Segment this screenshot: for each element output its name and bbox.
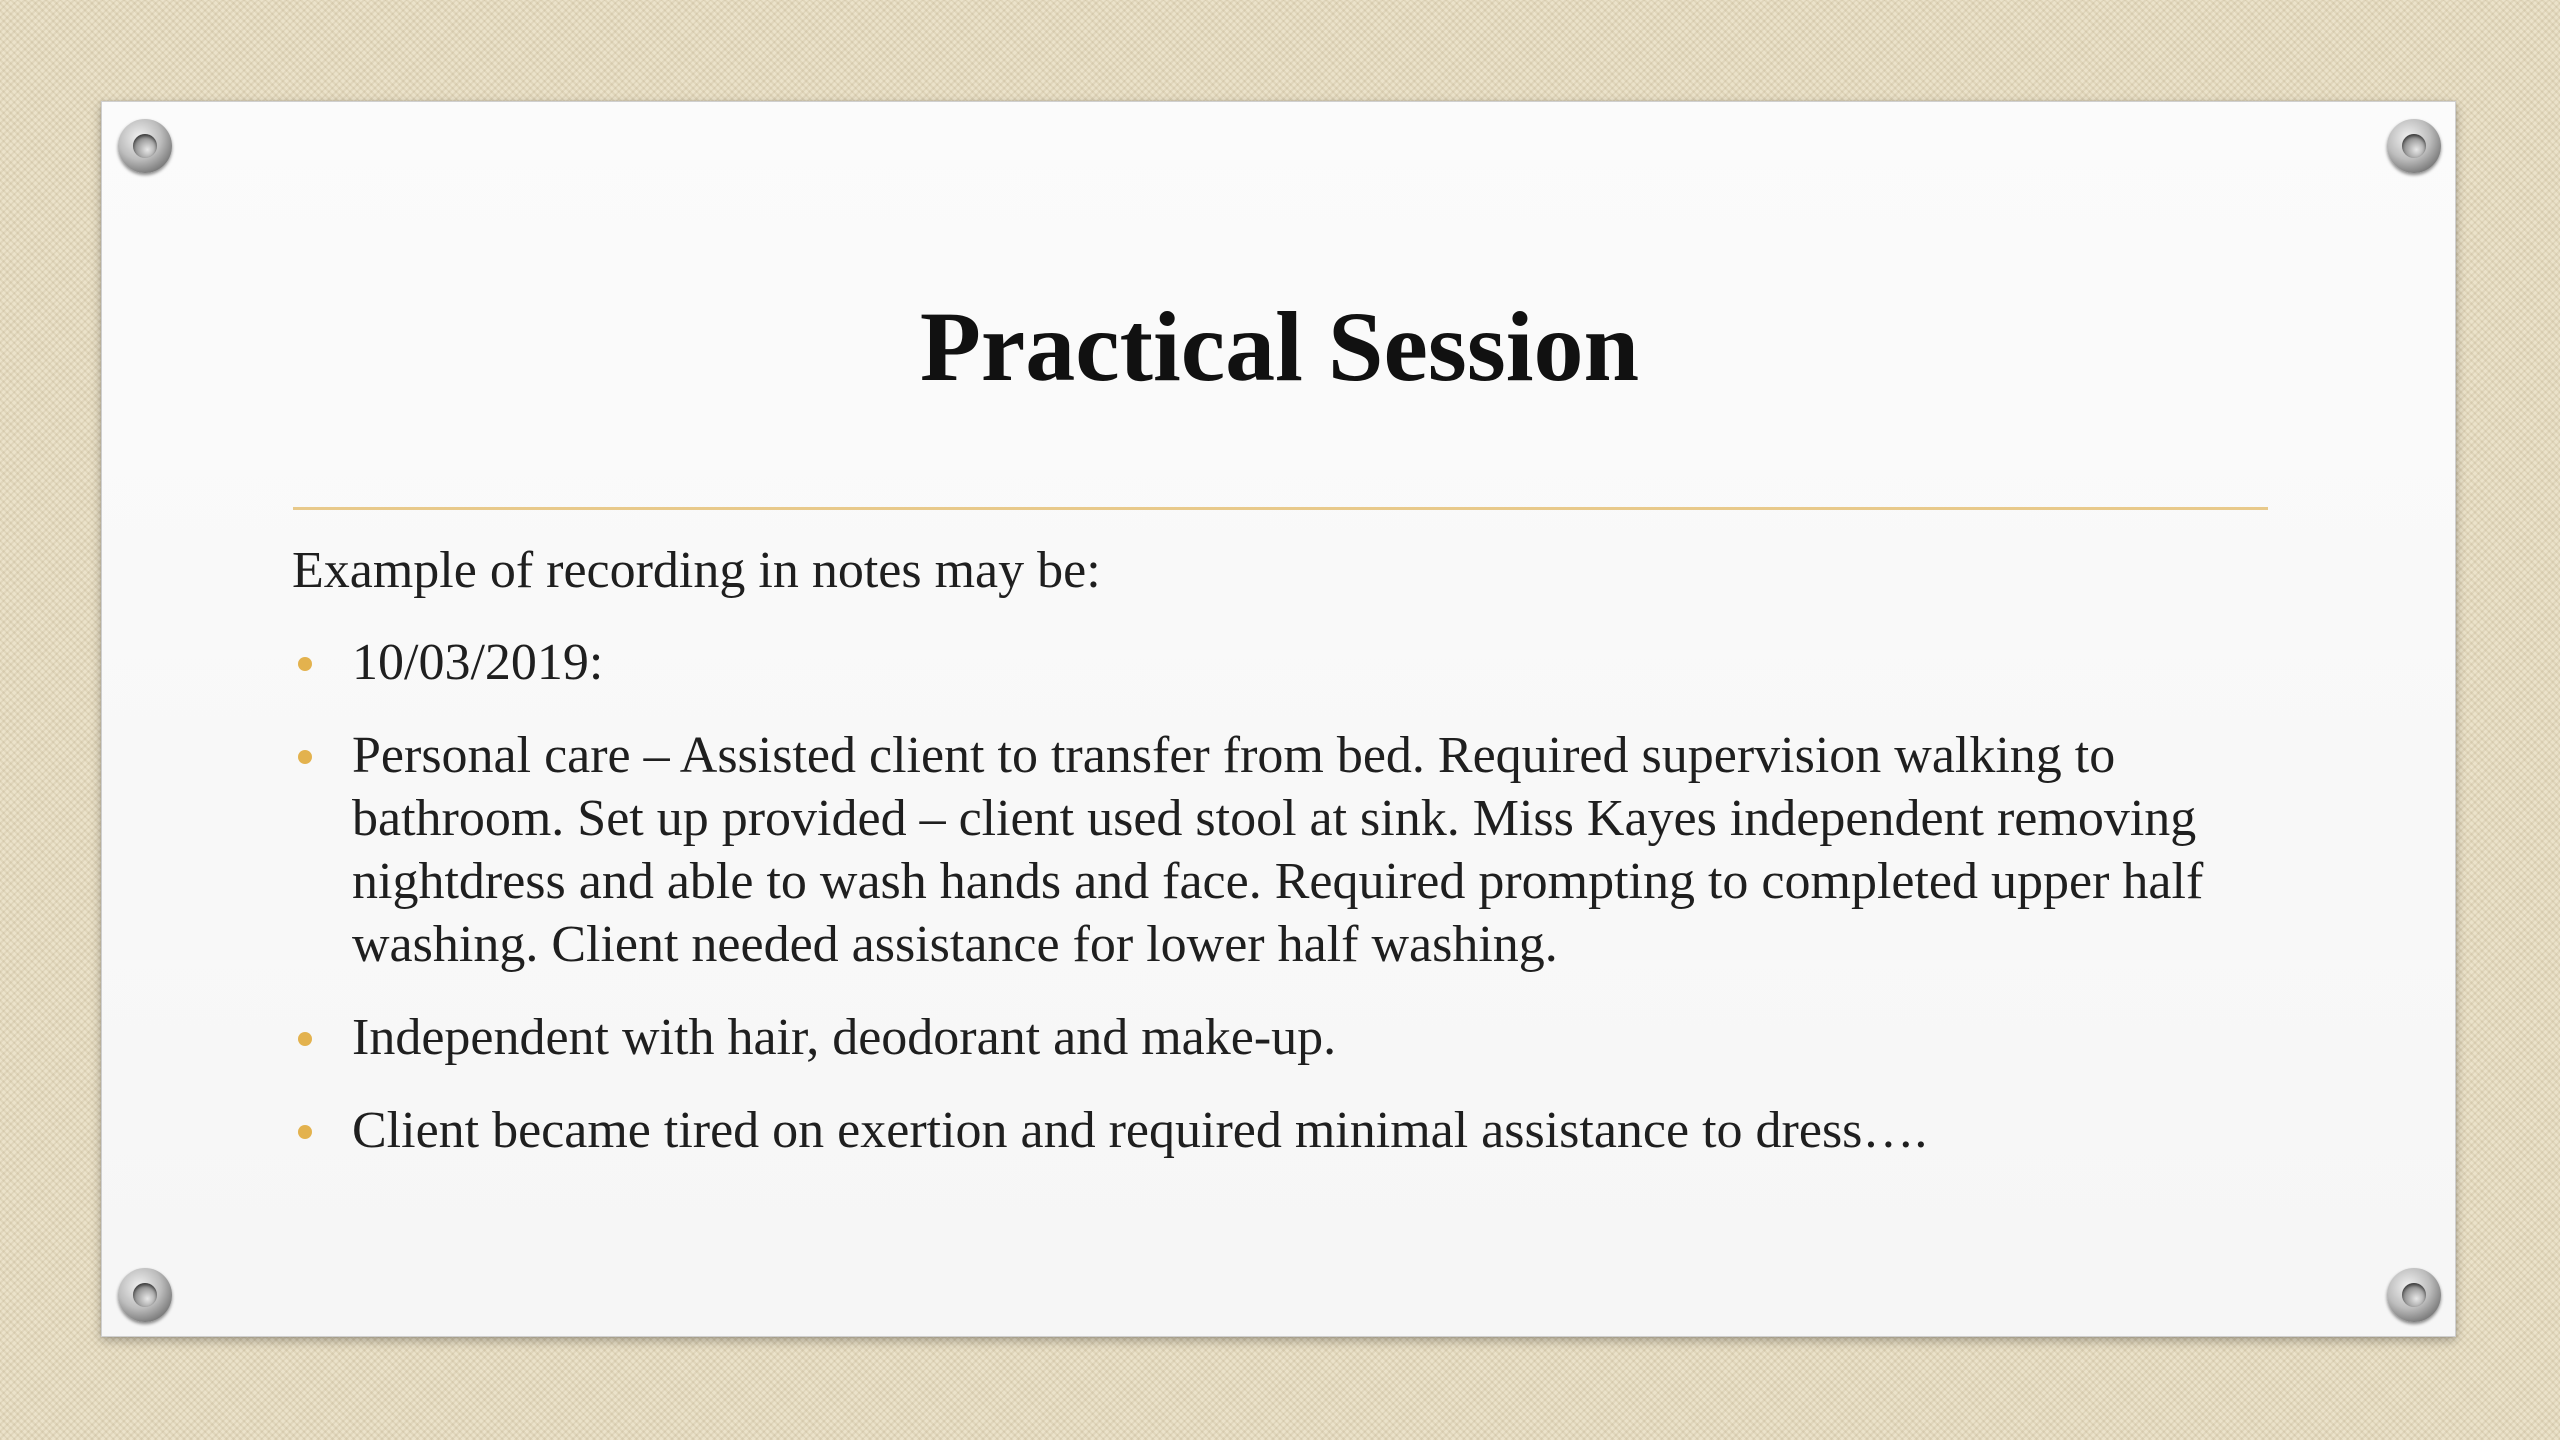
bullet-icon — [298, 750, 312, 764]
bullet-text: Independent with hair, deodorant and make-up. — [352, 1009, 1337, 1066]
slide-card — [101, 101, 2456, 1337]
bullet-list — [292, 631, 2282, 1162]
bullet-icon — [298, 1032, 312, 1046]
intro-text: Example of recording in notes may be: — [292, 542, 1101, 599]
bullet-text: 10/03/2019: — [352, 634, 604, 691]
list-item — [292, 1099, 2282, 1162]
grommet-icon — [2387, 1268, 2441, 1322]
grommet-icon — [118, 1268, 172, 1322]
bullet-icon — [298, 1125, 312, 1139]
slide-body — [292, 539, 2282, 1192]
title-divider — [293, 507, 2268, 510]
list-item — [292, 724, 2282, 976]
list-item — [292, 631, 2282, 694]
bullet-text: Client became tired on exertion and required minimal assistance to dress…. — [352, 1102, 1928, 1159]
bullet-text: Personal care – Assisted client to transfer from bed. Required supervision walking to bathroom. Set up provided – client used stool at sink. Miss Kayes independent removing nightdress and able to wash hands and face. Required prompting to completed upper half washing. Client needed assistance for lower half washing. — [352, 727, 2204, 973]
grommet-icon — [118, 119, 172, 173]
list-item — [292, 1006, 2282, 1069]
bullet-icon — [298, 657, 312, 671]
grommet-icon — [2387, 119, 2441, 173]
slide-title: Practical Session — [919, 291, 1640, 402]
